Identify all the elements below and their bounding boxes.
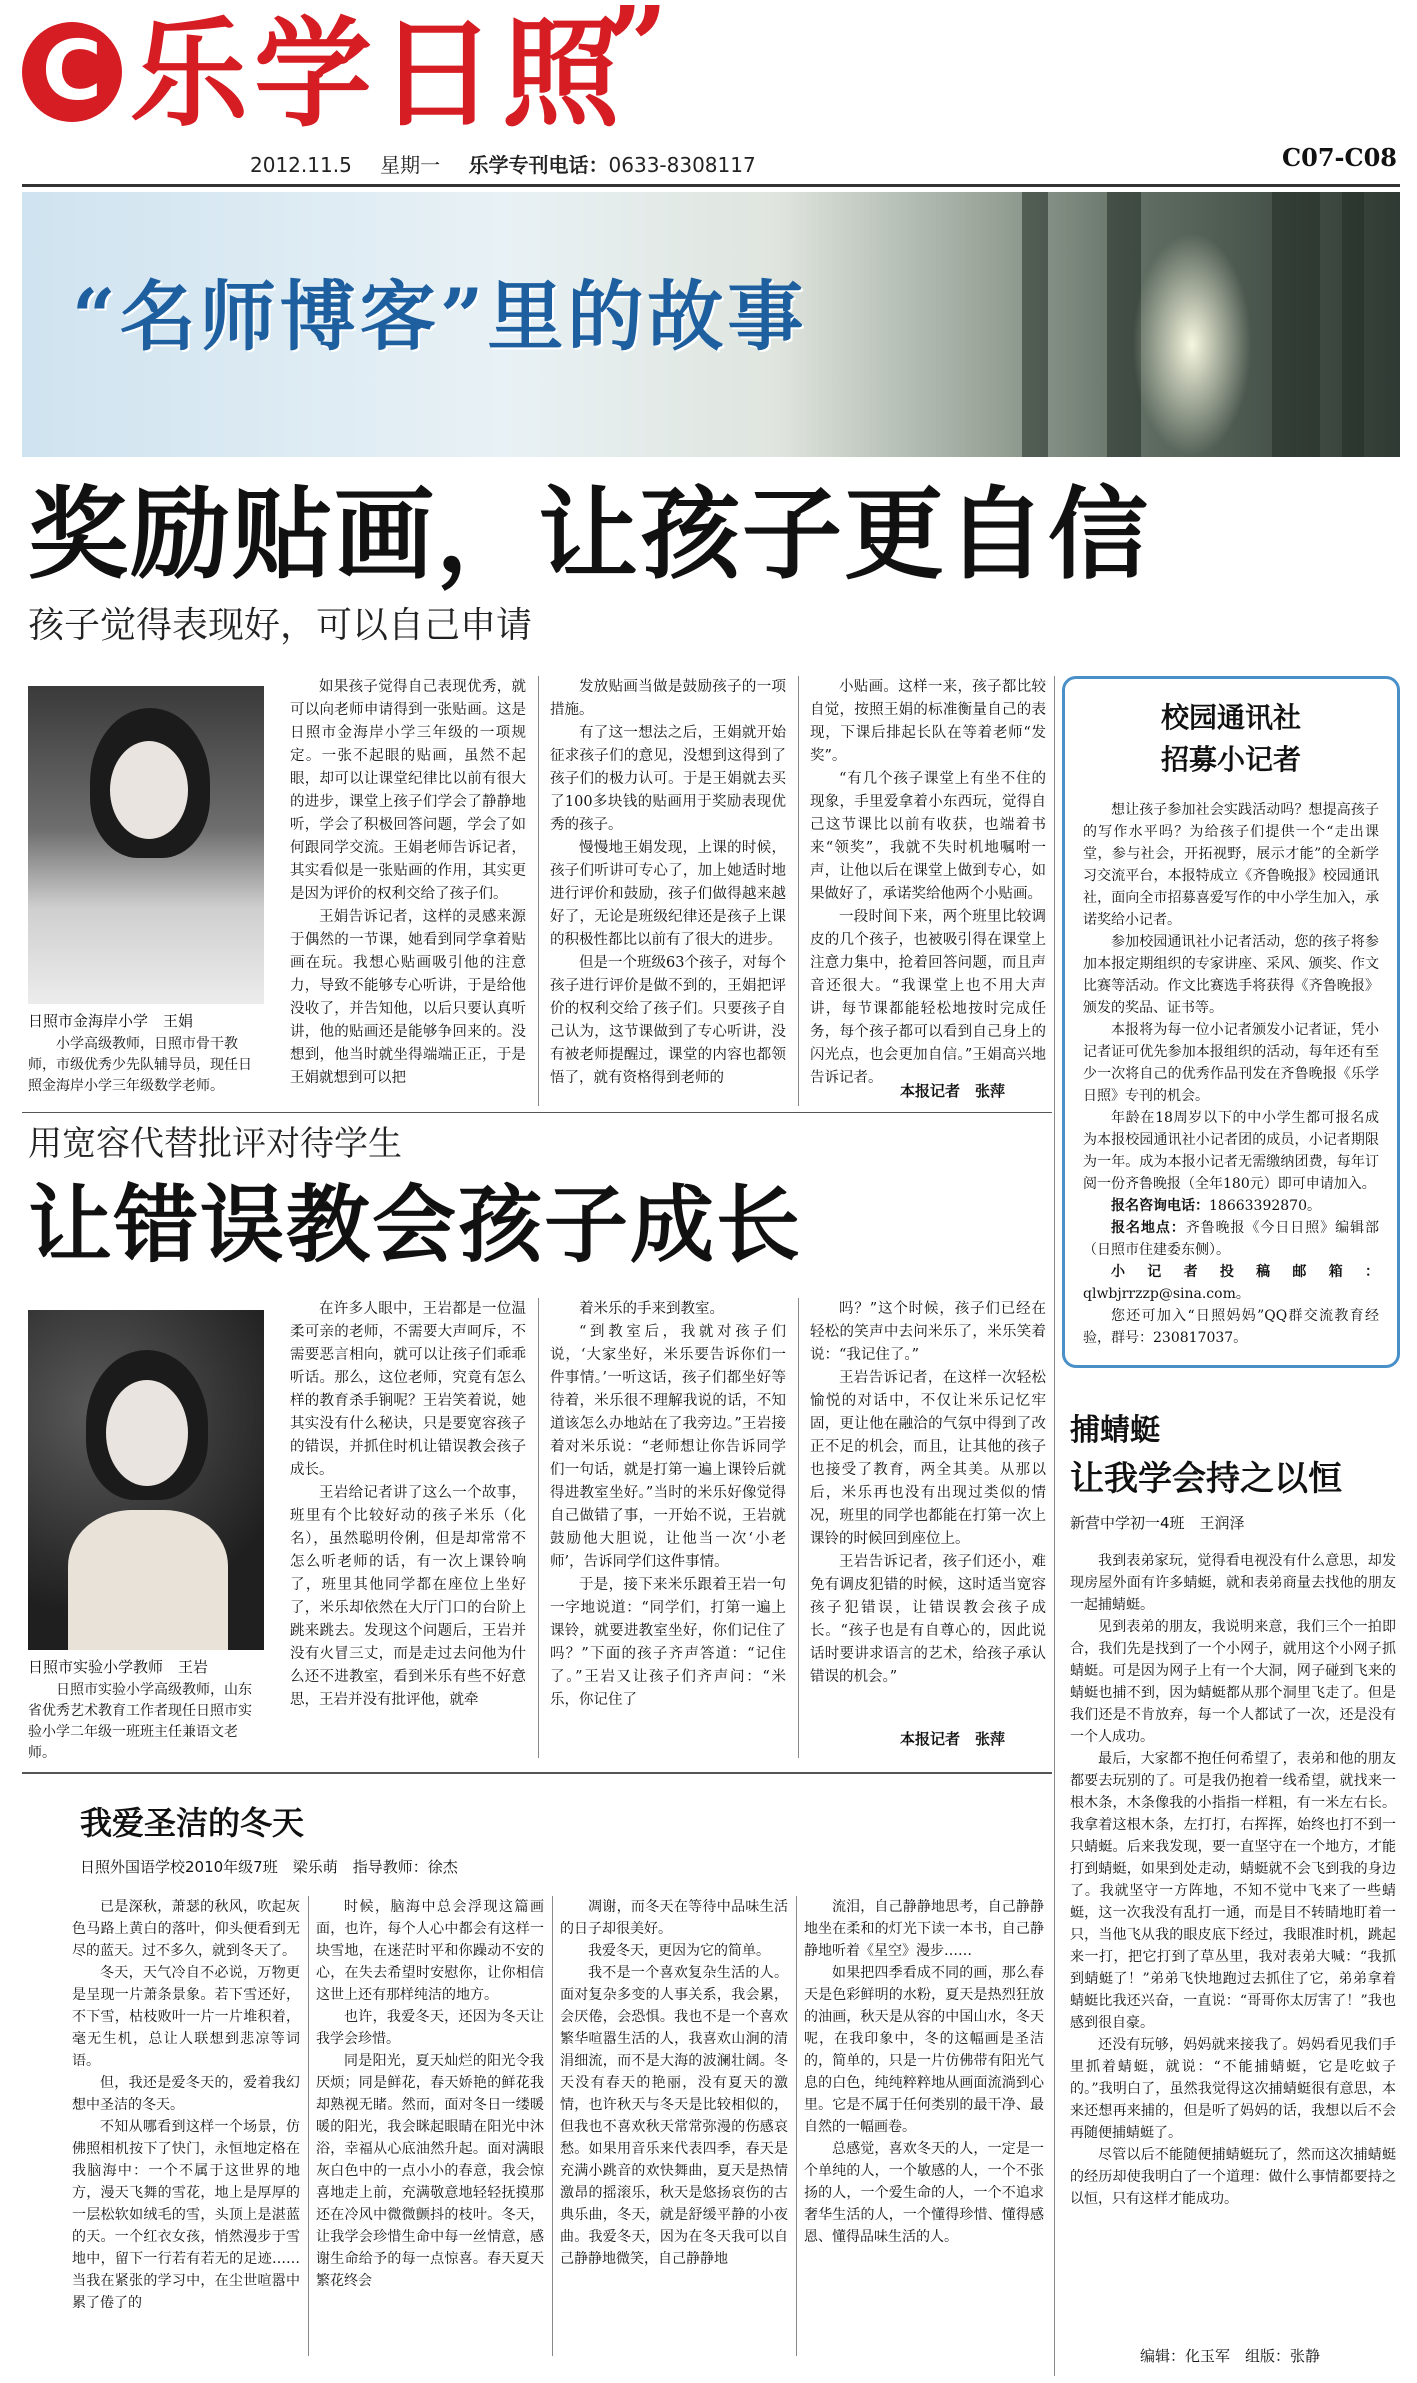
photo-face [110, 741, 188, 839]
banner-title: “名师博客”里的故事 [72, 272, 808, 361]
bottom-story-column-2 [316, 1896, 544, 2356]
email-label: 小记者投稿邮箱： [1111, 1264, 1379, 1280]
story1-byline: 本报记者 张萍 [900, 1082, 1006, 1100]
story1-column-3 [810, 676, 1046, 1086]
paragraph: 参加校园通讯社小记者活动，您的孩子将参加本报定期组织的专家讲座、采风、颁奖、作文比赛等活动。作文比赛选手将获得《齐鲁晚报》颁发的奖品、证书等。 [1083, 934, 1379, 1016]
quote-mark: ” [605, 0, 669, 111]
masthead-rule [22, 184, 1400, 187]
paragraph: 凋谢，而冬天在等待中品味生活的日子却很美好。 [560, 1899, 788, 1937]
address-label: 报名地点： [1111, 1220, 1186, 1236]
column-rule [798, 676, 799, 1106]
paragraph: 同是阳光，夏天灿烂的阳光令我厌烦；同是鲜花，春天娇艳的鲜花我却熟视无睹。然而，面对冬日一缕暖暖的阳光，我会眯起眼睛在阳光中沐浴，幸福从心底油然升起。面对满眼灰白色中的一点小小的春意，我会惊喜地走上前，充满敬意地轻轻抚摸那还在冷风中微微颤抖的枝叶。冬天，让我学会珍惜生命中每一丝情意，感谢生命给予的每一点惊喜。春天夏天繁花终会 [316, 2053, 544, 2289]
story2-column-2 [550, 1298, 786, 1758]
column-rule [1054, 676, 1055, 2376]
story1-subhead: 孩子觉得表现好，可以自己申请 [28, 605, 533, 646]
story2-column-1 [290, 1298, 526, 1758]
photo2-caption-name: 日照市实验小学教师 王岩 [28, 1658, 209, 1676]
right-story-subtitle: 让我学会持之以恒 [1070, 1459, 1342, 1499]
photo1-caption-name: 日照市金海岸小学 王娟 [28, 1012, 194, 1030]
paragraph: 还没有玩够，妈妈就来接我了。妈妈看见我们手里抓着蜻蜓，就说：“不能捕蜻蜓，它是吃蚊子的。”我明白了，虽然我觉得这次捕蜻蜓很有意思，本来还想再来捕的，但是听了妈妈的话，我想以后不会再随便捕蜻蜓了。 [1070, 2037, 1396, 2141]
paragraph: 但，我还是爱冬天的，爱着我幻想中圣洁的冬天。 [72, 2075, 300, 2113]
paragraph: 想让孩子参加社会实践活动吗？想提高孩子的写作水平吗？为给孩子们提供一个“走出课堂，参与社会，开拓视野，展示才能”的全新学习交流平台，本报特成立《齐鲁晚报》校园通讯社，面向全市招募喜爱写作的中小学生加入，承诺奖给小记者。 [1083, 802, 1379, 928]
teacher-photo-wangjuan [28, 686, 264, 1004]
column-rule [552, 1896, 553, 2356]
story1-column-1 [290, 676, 526, 1106]
bottom-story-column-1 [72, 1896, 300, 2356]
story1-headline: 奖励贴画，让孩子更自信 [28, 476, 1150, 593]
paragraph: 时候，脑海中总会浮现这篇画面，也许，每个人心中都会有这样一块雪地，在迷茫时平和你躁动不安的心，在失去希望时安慰你，让你相信这世上还有那样纯洁的地方。 [316, 1899, 544, 2003]
paragraph: 我不是一个喜欢复杂生活的人。面对复杂多变的人事关系，我会累，会厌倦，会恐惧。我也不是一个喜欢繁华喧嚣生活的人，我喜欢山涧的清涓细流，而不是大海的波澜壮阔。冬天没有春天的艳丽，没有夏天的激情，也许秋天与冬天是比较相似的，但我也不喜欢秋天常常弥漫的伤感哀愁。如果用音乐来代表四季，春天是充满小跳音的欢快舞曲，夏天是热情激昂的摇滚乐，秋天是悠扬哀伤的古典乐曲，冬天，就是舒缓平静的小夜曲。我爱冬天，因为在冬天我可以自己静静地微笑，自己静静地 [560, 1965, 788, 2267]
right-story-byline: 新营中学初一4班 王润泽 [1070, 1514, 1245, 1532]
issue-date: 2012.11.5 [250, 153, 352, 177]
contact-email [1083, 1261, 1379, 1305]
column-rule [796, 1896, 797, 2356]
photo2-caption-bio: 日照市实验小学高级教师，山东省优秀艺术教育工作者现任日照市实验小学二年级一班班主任兼语文老师。 [28, 1682, 252, 1761]
story2-column-3 [810, 1298, 1046, 1718]
teacher-photo-wangyan [28, 1310, 264, 1650]
paragraph: 王岩告诉记者，孩子们还小，难免有调皮犯错的时候，这时适当宽容孩子犯错误，让错误教会孩子成长。“孩子也是有自尊心的，因此说话时要讲求语言的艺术，给孩子承认错误的机会。” [810, 1554, 1046, 1685]
paragraph: 王娟告诉记者，这样的灵感来源于偶然的一节课，她看到同学拿着贴画在玩。我想心贴画吸引他的注意力，导致不能够专心听讲，于是给他没收了，并告知他，以后只要认真听讲，他的贴画还是能够争回来的。没想到，他当时就坐得端端正正，于是王娟就想到可以把 [290, 909, 526, 1086]
paragraph: 慢慢地王娟发现，上课的时候，孩子们听讲可专心了，加上她适时地进行评价和鼓励，孩子们做得越来越好了，无论是班级纪律还是孩子上课的积极性都比以前有了很大的进步。 [550, 840, 786, 948]
issue-weekday: 星期一 [380, 153, 441, 177]
reporter-recruitment-box [1062, 676, 1400, 1368]
section-title: 乐学日照 [130, 5, 627, 143]
paragraph: 见到表弟的朋友，我说明来意，我们三个一拍即合，我们先是找到了一个小网子，就用这个小网子抓蜻蜓。可是因为网子上有一个大洞，网子碰到飞来的蜻蜓也捕不到，因为蜻蜓都从那个洞里飞走了。但是我们还是不肯放弃，每一个人都试了一次，还是没有一个人成功。 [1070, 1619, 1396, 1745]
paragraph: 于是，接下来米乐跟着王岩一句一字地说道：“同学们，打第一遍上课铃，就要进教室坐好，你们记住了吗？”下面的孩子齐声答道：“记住了。”王岩又让孩子们齐声问：“米乐，你记住了 [550, 1577, 786, 1708]
photo-shirt [68, 1510, 228, 1650]
paragraph: 不知从哪看到这样一个场景，仿佛照相机按下了快门，永恒地定格在我脑海中：一个不属于这世界的地方，漫天飞舞的雪花，地上是厚厚的一层松软如绒毛的雪，头顶上是湛蓝的天。一个红衣女孩，悄然漫步于雪地中，留下一行若有若无的足迹……当我在紧张的学习中，在尘世喧嚣中累了倦了的 [72, 2119, 300, 2311]
paragraph: “有几个孩子课堂上有坐不住的现象，手里爱拿着小东西玩，觉得自己这节课比以前有收获，也端着书来“领奖”，我就不失时机地嘱咐一声，让他以后在课堂上做到专心，如果做好了，承诺奖给他两个小贴画。 [810, 771, 1046, 902]
paragraph: 如果孩子觉得自己表现优秀，就可以向老师申请得到一张贴画。这是日照市金海岸小学三年级的一项规定。一张不起眼的贴画，虽然不起眼，却可以让课堂纪律比以前有很大的进步，课堂上孩子们学会了静静地听，学会了积极回答问题，学会了如何跟同学交流。王娟老师告诉记者，其实看似是一张贴画的作用，其实更是因为评价的权利交给了孩子们。 [290, 679, 526, 902]
column-rule [538, 676, 539, 1106]
contact-phone [1083, 1195, 1379, 1217]
right-story-body [1070, 1550, 1396, 2340]
paragraph: 小贴画。这样一来，孩子都比较自觉，按照王娟的标准衡量自己的表现，下课后排起长队在等着老师“发奖”。 [810, 679, 1046, 764]
address-text: 齐鲁晚报《今日日照》编辑部（日照市住建委东侧）。 [1083, 1220, 1380, 1258]
story2-byline: 本报记者 张萍 [900, 1730, 1006, 1748]
qq-group: 您还可加入“日照妈妈”QQ群交流教育经验，群号：230817037。 [1083, 1308, 1379, 1346]
phone-number: 18663392870。 [1209, 1198, 1321, 1214]
photo1-caption-bio: 小学高级教师，日照市骨干教师，市级优秀少先队辅导员，现任日照金海岸小学三年级数学老师。 [28, 1036, 252, 1094]
email-address: qlwbjrrzzp@sina.com。 [1083, 1286, 1250, 1302]
paragraph: 本报将为每一位小记者颁发小记者证，凭小记者证可优先参加本报组织的活动，每年还有至少一次将自己的优秀作品刊发在齐鲁晚报《乐学日照》专刊的机会。 [1083, 1022, 1379, 1104]
hotline-number: 0633-8308117 [608, 153, 756, 177]
story2-headline: 让错误教会孩子成长 [28, 1176, 803, 1274]
paragraph: 冬天，天气冷自不必说，万物更是呈现一片萧条景象。若下雪还好，不下雪，枯枝败叶一片一片堆积着，毫无生机，总让人联想到悲凉等词语。 [72, 1965, 300, 2069]
paragraph: 发放贴画当做是鼓励孩子的一项措施。 [550, 679, 786, 718]
column-banner [22, 192, 1400, 457]
section-rule [22, 1772, 1052, 1774]
paragraph: “到教室后，我就对孩子们说，‘大家坐好，米乐要告诉你们一件事情。’一听这话，孩子们都坐好等待着，米乐很不理解我说的话，不知道该怎么办地站在了我旁边。”王岩接着对米乐说：“老师想让你告诉同学们一句话，就是打第一遍上课铃后就得进教室坐好。”当时的米乐好像觉得自己做错了事，一开始不说，王岩就鼓励他大胆说，让他当一次‘小老师’，告诉同学们这件事情。 [550, 1324, 786, 1570]
paragraph: 尽管以后不能随便捕蜻蜓玩了，然而这次捕蜻蜓的经历却使我明白了一个道理：做什么事情都要持之以恒，只有这样才能成功。 [1070, 2147, 1396, 2207]
recruitment-title-2: 招募小记者 [1160, 743, 1301, 776]
paragraph: 总感觉，喜欢冬天的人，一定是一个单纯的人，一个敏感的人，一个不张扬的人，一个爱生命的人，一个不追求奢华生活的人，一个懂得珍惜、懂得感恩、懂得品味生活的人。 [804, 2141, 1044, 2245]
paragraph: 流泪，自己静静地思考，自己静静地坐在柔和的灯光下读一本书，自己静静地听着《星空》漫步…… [804, 1899, 1044, 1959]
dateline [250, 150, 800, 180]
paragraph: 但是一个班级63个孩子，对每个孩子进行评价是做不到的，王娟把评价的权利交给了孩子们。只要孩子自己认为，这节课做到了专心听讲，没有被老师提醒过，课堂的内容也都领悟了，就有资格得到老师的 [550, 955, 786, 1086]
paragraph: 在许多人眼中，王岩都是一位温柔可亲的老师，不需要大声呵斥，不需要恶言相向，就可以让孩子们乖乖听话。那么，这位老师，究竟有怎么样的教育杀手锏呢？王岩笑着说，她其实没有什么秘诀，只是要宽容孩子的错误，并抓住时机让错误教会孩子成长。 [290, 1301, 526, 1478]
banner-tree [1342, 192, 1364, 457]
recruitment-title-1: 校园通讯社 [1160, 701, 1301, 734]
recruitment-body [1083, 799, 1379, 1349]
paragraph: 有了这一想法之后，王娟就开始征求孩子们的意见，没想到这得到了孩子们的极力认可。于是王娟就去买了100多块钱的贴画用于奖励表现优秀的孩子。 [550, 725, 786, 833]
bottom-story-column-3 [560, 1896, 788, 2356]
hotline-label: 乐学专刊电话： [468, 153, 609, 177]
right-story-title: 捕蜻蜓 [1070, 1413, 1160, 1448]
paragraph: 最后，大家都不抱任何希望了，表弟和他的朋友都要去玩别的了。可是我仍抱着一线希望，就找来一根木条，木条像我的小指指一样粗，有一米左右长。我拿着这根木条，左打打，右挥挥，始终也打不到一只蜻蜓。后来我发现，要一直坚守在一个地方，才能打到蜻蜓，如果到处走动，蜻蜓就不会飞到我的身边了。我就坚守一方阵地，不知不觉中飞来了一些蜻蜓，这一次我没有乱打一通，而是目不转睛地盯着一只，当他飞从我的眼皮底下经过，我眼准时机，跳起来一打，把它打到了草丛里，我对表弟大喊：“我抓到蜻蜓了！”弟弟飞快地跑过去抓住了它，弟弟拿着蜻蜓比我还兴奋，一直说：“哥哥你太厉害了！”我也感到很自豪。 [1070, 1751, 1396, 2031]
page-numbers: C07-C08 [1282, 143, 1397, 172]
paragraph: 着米乐的手来到教室。 [579, 1301, 724, 1317]
story2-kicker: 用宽容代替批评对待学生 [28, 1124, 402, 1164]
paragraph: 年龄在18周岁以下的中小学生都可报名成为本报校园通讯社小记者团的成员，小记者期限为一年。成为本报小记者无需缴纳团费，每年订阅一份齐鲁晚报（全年180元）即可申请加入。 [1083, 1110, 1379, 1192]
contact-address [1083, 1217, 1379, 1261]
column-rule [798, 1298, 799, 1758]
paragraph: 王岩给记者讲了这么一个故事，班里有个比较好动的孩子米乐（化名），虽然聪明伶俐，但是却常常不怎么听老师的话，有一次上课铃响了，班里其他同学都在座位上坐好了，米乐却依然在大厅门口的台阶上跳来跳去。发现这个问题后，王岩并没有火冒三丈，而是走过去问他为什么还不进教室，看到米乐有些不好意思，王岩并没有批评他，就牵 [290, 1485, 526, 1708]
bottom-story-byline: 日照外国语学校2010年级7班 梁乐萌 指导教师：徐杰 [80, 1858, 458, 1876]
paragraph: 王岩告诉记者，在这样一次轻松愉悦的对话中，不仅让米乐记忆牢固，更让他在融洽的气氛中得到了改正不足的机会，而且，让其他的孩子也接受了教育，两全其美。从那以后，米乐再也没有出现过类似的情况，班里的同学也都能在打第一次上课铃的时候回到座位上。 [810, 1370, 1046, 1547]
masthead [0, 0, 1417, 190]
editor-credits: 编辑：化玉军 组版：张静 [1140, 2347, 1321, 2365]
banner-light [1132, 232, 1252, 457]
paragraph: 一段时间下来，两个班里比较调皮的几个孩子，也被吸引得在课堂上注意力集中，抢着回答问题，而且声音还很大。“我课堂上也不用大声讲，每节课都能轻松地按时完成任务，每个孩子都可以看到自己身上的闪光点，也会更加自信。”王娟高兴地告诉记者。 [810, 909, 1046, 1086]
bottom-story-column-4 [804, 1896, 1044, 2356]
column-rule [538, 1298, 539, 1758]
section-rule [22, 1112, 1052, 1113]
paragraph: 也许，我爱冬天，还因为冬天让我学会珍惜。 [316, 2009, 544, 2047]
paragraph: 我爱冬天，更因为它的简单。 [588, 1943, 770, 1959]
paragraph: 已是深秋，萧瑟的秋风，吹起灰色马路上黄白的落叶，仰头便看到无尽的蓝天。过不多久，就到冬天了。 [72, 1899, 300, 1959]
banner-tree [1272, 192, 1320, 457]
newspaper-logo: C [22, 22, 122, 122]
photo-face [106, 1380, 188, 1486]
story1-column-2 [550, 676, 786, 1106]
bottom-story-title: 我爱圣洁的冬天 [80, 1804, 305, 1842]
banner-tree [1022, 192, 1048, 457]
paragraph: 吗？”这个时候，孩子们已经在轻松的笑声中去问米乐了，米乐笑着说：“我记住了。” [810, 1301, 1046, 1363]
column-rule [308, 1896, 309, 2356]
phone-label: 报名咨询电话： [1111, 1198, 1209, 1214]
hotline [469, 153, 778, 177]
paragraph: 如果把四季看成不同的画，那么春天是色彩鲜明的水粉，夏天是热烈狂放的油画，秋天是从容的中国山水，冬天呢，在我印象中，冬的这幅画是圣洁的，简单的，只是一片仿佛带有阳光气息的白色，纯纯粹粹地从画面流淌到心里。它是不属于任何类别的最干净、最自然的一幅画卷。 [804, 1965, 1044, 2135]
paragraph: 我到表弟家玩，觉得看电视没有什么意思，却发现房屋外面有许多蜻蜓，就和表弟商量去找他的朋友一起捕蜻蜓。 [1070, 1553, 1396, 1613]
